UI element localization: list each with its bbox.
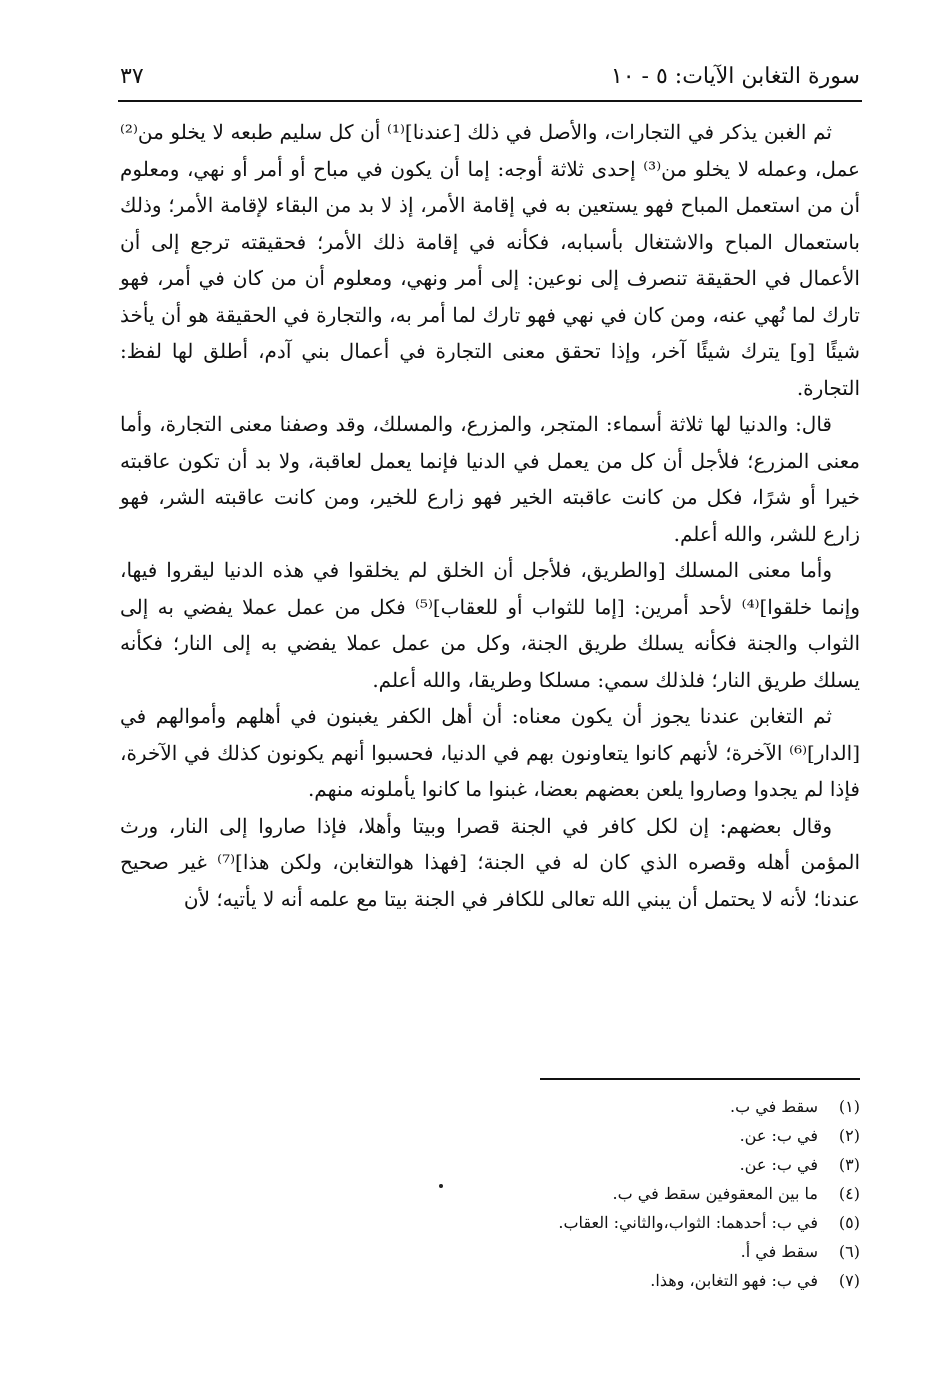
running-title: سورة التغابن الآيات: ٥ - ١٠ — [610, 64, 860, 89]
footnotes — [340, 1092, 860, 1295]
page-header — [120, 62, 860, 96]
footnote-item — [340, 1266, 860, 1295]
header-rule — [118, 100, 862, 102]
footnote-text: في ب: عن. — [739, 1126, 818, 1145]
footnote-number: (١) — [838, 1097, 860, 1116]
paragraph-2: قال: والدنيا لها ثلاثة أسماء: المتجر، والمزرع، والمسلك، وقد وصفنا معنى التجارة، وأما معنى المزرع؛ فلأجل أن كل من يعمل في الدنيا فإنما يعمل لعاقبة، ولا بد أن تكون عاقبته خيرا أو شرًا، فكل من كانت عاقبته الخير فهو زارع للخير، ومن كانت عاقبته الشر، فهو زارع للشر، والله أعلم. — [120, 412, 860, 546]
footnote-number: (٧) — [838, 1271, 860, 1290]
footnote-text: سقط في أ. — [740, 1242, 818, 1261]
footnote-item — [340, 1208, 860, 1237]
footnote-number: (٢) — [838, 1126, 860, 1145]
paragraph-3: وأما معنى المسلك [والطريق، فلأجل أن الخلق لم يخلقوا في هذه الدنيا ليقروا فيها، وإنما خلقوا]⁽⁴⁾ لأحد أمرين: [إما للثواب أو للعقاب]⁽⁵⁾ فكل من عمل عملا يفضي به إلى الثواب والجنة فكأنه يسلك طريق الجنة، وكل من عمل عملا يفضي به إلى النار؛ فكأنه يسلك طريق النار؛ فلذلك سمي: مسلكا وطريقا، والله أعلم. — [120, 558, 861, 692]
footnote-rule — [540, 1078, 860, 1080]
footnote-item — [340, 1121, 860, 1150]
footnote-text: في ب: أحدهما: الثواب،والثاني: العقاب. — [558, 1213, 818, 1232]
footnote-item — [340, 1237, 860, 1266]
footnote-item — [340, 1092, 860, 1121]
scan-speck — [439, 1184, 443, 1188]
footnote-text: في ب: عن. — [739, 1155, 818, 1174]
page-number: ٣٧ — [120, 64, 144, 89]
paragraph-1: ثم الغبن يذكر في التجارات، والأصل في ذلك [عندنا]⁽¹⁾ أن كل سليم طبعه لا يخلو من⁽²⁾ عمل، وعمله لا يخلو من⁽³⁾ إحدى ثلاثة أوجه: إما أن يكون في مباح أو أمر أو نهي، ومعلوم أن من استعمل المباح فهو يستعين به في إقامة الأمر، إذ لا بد من البقاء لإقامة الأمر؛ وذلك باستعمال المباح والاشتغال بأسبابه، فكأنه في إقامة ذلك الأمر؛ فحقيقته ترجع إلى أن الأعمال في الحقيقة تنصرف إلى نوعين: إلى أمر ونهي، ومعلوم أن من كان في أمر، فهو تارك لما نُهي عنه، ومن كان في نهي فهو تارك لما أمر به، والتجارة في الحقيقة هو أن يأخذ شيئًا [و] يترك شيئًا آخر، وإذا تحقق معنى التجارة في أعمال بني آدم، أطلق لها لفظ: التجارة. — [120, 120, 861, 400]
footnote-text: في ب: فهو التغابن، وهذا. — [650, 1271, 818, 1290]
footnote-number: (٣) — [838, 1155, 860, 1174]
footnote-number: (٥) — [838, 1213, 860, 1232]
main-text — [120, 114, 860, 917]
footnote-text: ما بين المعقوفين سقط في ب. — [612, 1184, 818, 1203]
paragraph-4: ثم التغابن عندنا يجوز أن يكون معناه: أن أهل الكفر يغبنون في أهلهم وأموالهم في [الدار]⁽⁶⁾ الآخرة؛ لأنهم كانوا يتعاونون بهم في الدنيا، فحسبوا أنهم يكونون كذلك في الآخرة، فإذا لم يجدوا وصاروا يلعن بعضهم بعضا، غبنوا ما كانوا يأملونه منهم. — [120, 704, 861, 801]
paragraph-5: وقال بعضهم: إن لكل كافر في الجنة قصرا وبيتا وأهلا، فإذا صاروا إلى النار، ورث المؤمن أهله وقصره الذي كان له في الجنة؛ [فهذا هوالتغابن، ولكن هذا]⁽⁷⁾ غير صحيح عندنا؛ لأنه لا يحتمل أن يبني الله تعالى للكافر في الجنة بيتا مع علمه أنه لا يأتيه؛ لأن — [120, 813, 861, 911]
footnote-number: (٦) — [838, 1242, 860, 1261]
footnote-item — [340, 1179, 860, 1208]
footnote-number: (٤) — [838, 1184, 860, 1203]
footnote-text: سقط في ب. — [730, 1097, 818, 1116]
footnote-item — [340, 1150, 860, 1179]
